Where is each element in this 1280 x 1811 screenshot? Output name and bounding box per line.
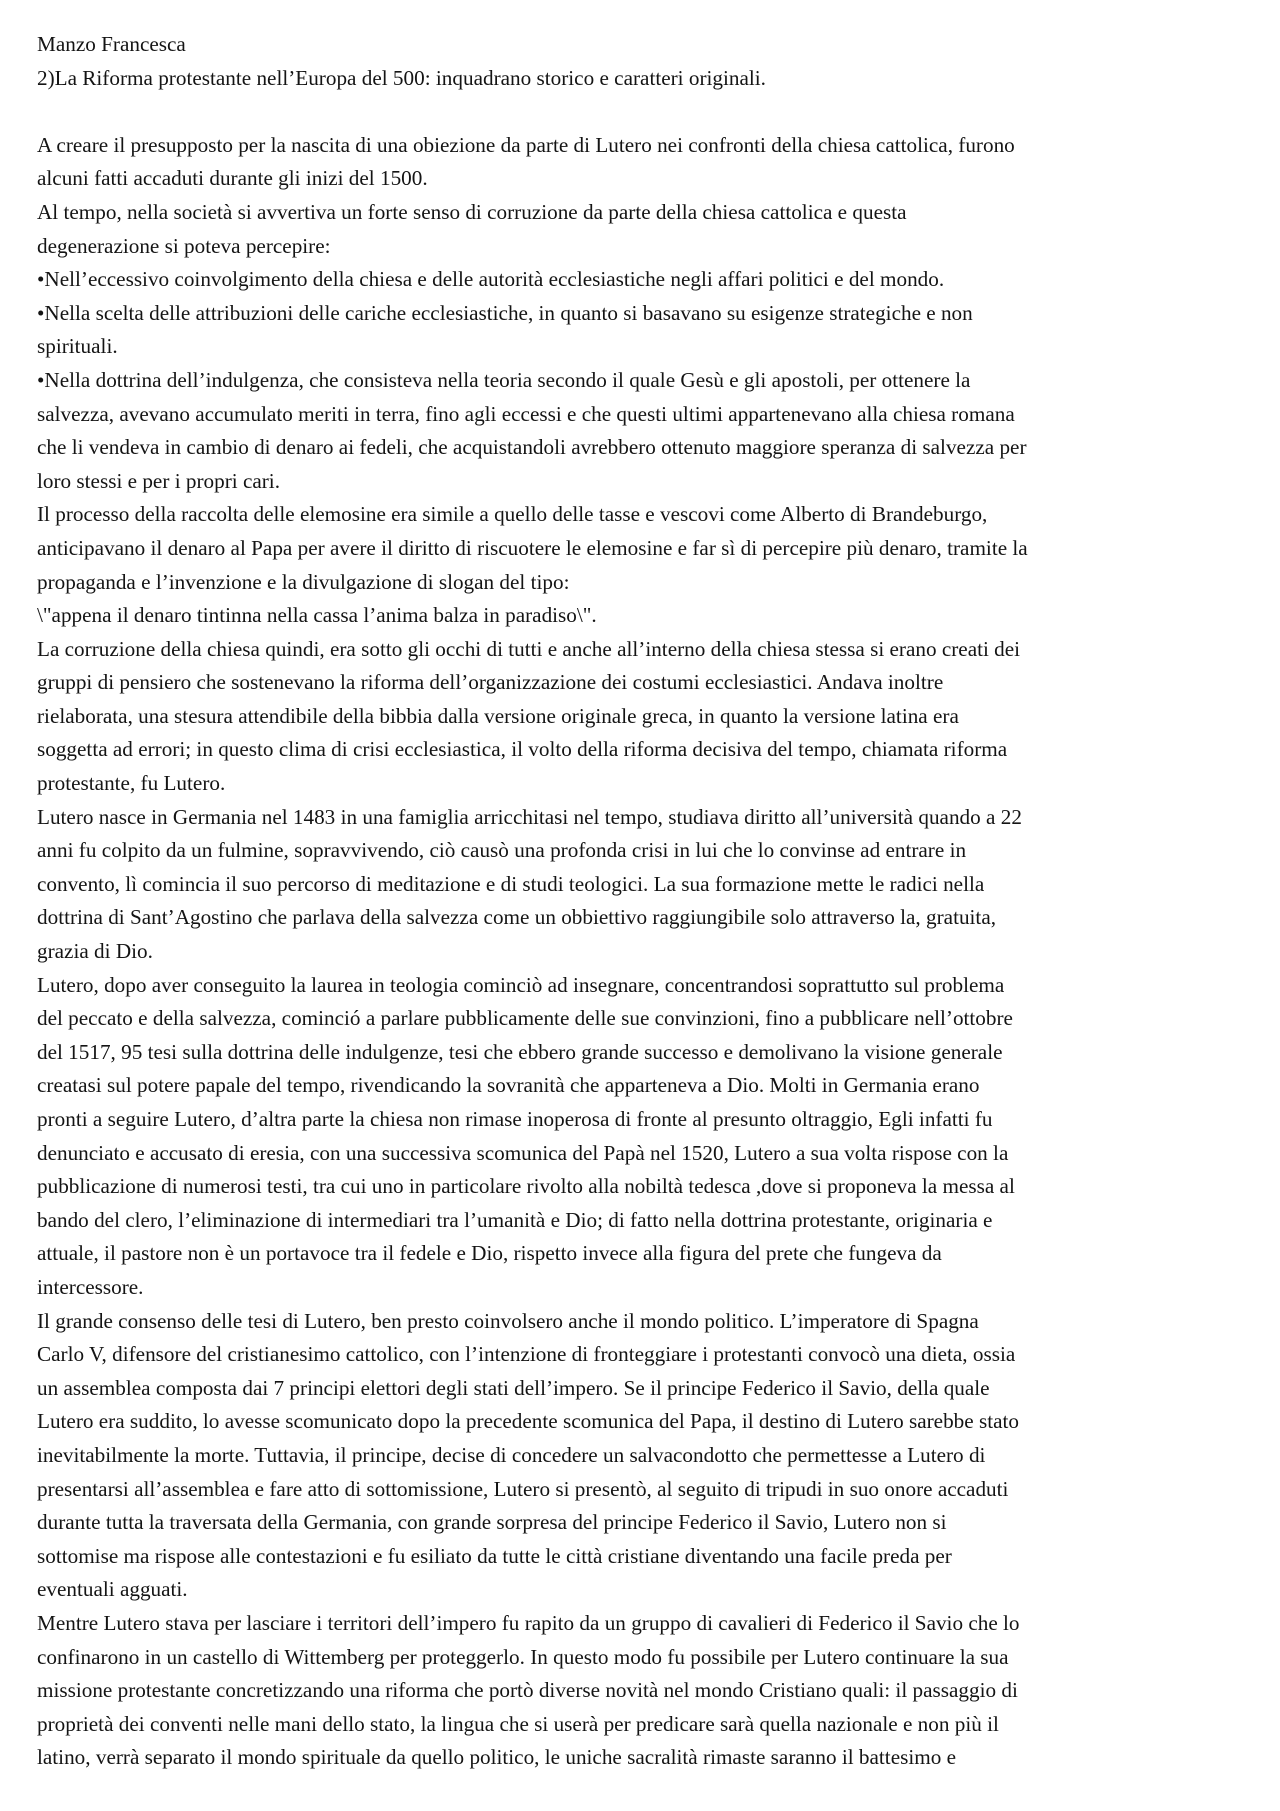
body-line: Lutero nasce in Germania nel 1483 in una famiglia arricchitasi nel tempo, studiava diritto all’università quando a 22	[37, 804, 1022, 829]
body-text	[37, 129, 1252, 1775]
body-line: salvezza, avevano accumulato meriti in terra, fino agli eccessi e che questi ultimi appartenevano alla chiesa romana	[37, 401, 1015, 426]
body-line: creatasi sul potere papale del tempo, rivendicando la sovranità che apparteneva a Dio. Molti in Germania erano	[37, 1073, 980, 1098]
body-line: alcuni fatti accaduti durante gli inizi del 1500.	[37, 166, 428, 191]
document-page	[37, 28, 1252, 1775]
body-line: confinarono in un castello di Wittemberg per proteggerlo. In questo modo fu possibile per Lutero continuare la sua	[37, 1644, 1009, 1669]
body-line: convento, lì comincia il suo percorso di meditazione e di studi teologici. La sua formazione mette le radici nella	[37, 871, 985, 896]
body-line: •Nella scelta delle attribuzioni delle cariche ecclesiastiche, in quanto si basavano su esigenze strategiche e non	[37, 300, 973, 325]
body-line: inevitabilmente la morte. Tuttavia, il principe, decise di concedere un salvacondotto che permettesse a Lutero di	[37, 1442, 986, 1467]
body-line: proprietà dei conventi nelle mani dello stato, la lingua che si userà per predicare sarà quella nazionale e non più il	[37, 1711, 999, 1736]
body-line: latino, verrà separato il mondo spirituale da quello politico, le uniche sacralità rimaste saranno il battesimo e	[37, 1745, 957, 1770]
body-line: presentarsi all’assemblea e fare atto di sottomissione, Lutero si presentò, al seguito di tripudi in suo onore accaduti	[37, 1476, 1009, 1501]
body-line: A creare il presupposto per la nascita di una obiezione da parte di Lutero nei confronti della chiesa cattolica, furono	[37, 132, 1015, 157]
body-line: rielaborata, una stesura attendibile della bibbia dalla versione originale greca, in quanto la versione latina era	[37, 703, 959, 728]
body-line: •Nell’eccessivo coinvolgimento della chiesa e delle autorità ecclesiastiche negli affari politici e del mondo.	[37, 267, 945, 292]
body-line: •Nella dottrina dell’indulgenza, che consisteva nella teoria secondo il quale Gesù e gli apostoli, per ottenere la	[37, 367, 971, 392]
body-line: La corruzione della chiesa quindi, era sotto gli occhi di tutti e anche all’interno della chiesa stessa si erano creati dei	[37, 636, 1021, 661]
body-line: propaganda e l’invenzione e la divulgazione di slogan del tipo:	[37, 569, 570, 594]
body-line: del 1517, 95 tesi sulla dottrina delle indulgenze, tesi che ebbero grande successo e demolivano la visione generale	[37, 1039, 1003, 1064]
essay-title: 2)La Riforma protestante nell’Europa del 500: inquadrano storico e caratteri originali.	[37, 65, 766, 90]
body-line: anticipavano il denaro al Papa per avere il diritto di riscuotere le elemosine e far sì di percepire più denaro, tramite la	[37, 535, 1028, 560]
body-line: Il grande consenso delle tesi di Lutero, ben presto coinvolsero anche il mondo politico. L’imperatore di Spagna	[37, 1308, 979, 1333]
body-line: \"appena il denaro tintinna nella cassa l’anima balza in paradiso\".	[37, 603, 597, 628]
body-line: missione protestante concretizzando una riforma che portò diverse novità nel mondo Cristiano quali: il passaggio di	[37, 1678, 1018, 1703]
body-line: soggetta ad errori; in questo clima di crisi ecclesiastica, il volto della riforma decisiva del tempo, chiamata riforma	[37, 737, 1008, 762]
body-line: che li vendeva in cambio di denaro ai fedeli, che acquistandoli avrebbero ottenuto maggiore speranza di salvezza per	[37, 435, 1027, 460]
body-line: un assemblea composta dai 7 principi elettori degli stati dell’impero. Se il principe Federico il Savio, della quale	[37, 1375, 990, 1400]
author-name: Manzo Francesca	[37, 32, 186, 56]
body-line: Carlo V, difensore del cristianesimo cattolico, con l’intenzione di fronteggiare i protestanti convocò una dieta, ossia	[37, 1342, 1016, 1367]
body-line: pronti a seguire Lutero, d’altra parte la chiesa non rimase inoperosa di fronte al presunto oltraggio, Egli infatti fu	[37, 1107, 993, 1131]
body-line: Il processo della raccolta delle elemosine era simile a quello delle tasse e vescovi come Alberto di Brandeburgo,	[37, 502, 988, 527]
body-line: attuale, il pastore non è un portavoce tra il fedele e Dio, rispetto invece alla figura del prete che fungeva da	[37, 1241, 942, 1266]
body-line: Al tempo, nella società si avvertiva un forte senso di corruzione da parte della chiesa cattolica e questa	[37, 199, 907, 224]
body-line: bando del clero, l’eliminazione di intermediari tra l’umanità e Dio; di fatto nella dottrina protestante, originaria e	[37, 1207, 993, 1232]
body-line: grazia di Dio.	[37, 939, 153, 964]
body-line: intercessore.	[37, 1274, 144, 1299]
body-line: dottrina di Sant’Agostino che parlava della salvezza come un obbiettivo raggiungibile solo attraverso la, gratuita,	[37, 905, 997, 930]
body-line: sottomise ma rispose alle contestazioni e fu esiliato da tutte le città cristiane diventando una facile preda per	[37, 1543, 952, 1568]
body-line: Lutero era suddito, lo avesse scomunicato dopo la precedente scomunica del Papa, il destino di Lutero sarebbe stato	[37, 1409, 1019, 1434]
body-line: gruppi di pensiero che sostenevano la riforma dell’organizzazione dei costumi ecclesiastici. Andava inoltre	[37, 670, 944, 695]
body-line: protestante, fu Lutero.	[37, 771, 226, 796]
body-line: del peccato e della salvezza, cominció a parlare pubblicamente delle sue convinzioni, fino a pubblicare nell’ottobre	[37, 1006, 1013, 1031]
body-line: denunciato e accusato di eresia, con una successiva scomunica del Papà nel 1520, Lutero a sua volta rispose con la	[37, 1140, 1009, 1165]
body-line: Lutero, dopo aver conseguito la laurea in teologia cominciò ad insegnare, concentrandosi soprattutto sul problema	[37, 972, 1005, 997]
body-line: spirituali.	[37, 334, 118, 359]
body-line: eventuali agguati.	[37, 1577, 188, 1602]
body-line: durante tutta la traversata della Germania, con grande sorpresa del principe Federico il Savio, Lutero non si	[37, 1510, 947, 1535]
blank-line	[37, 95, 1252, 129]
body-line: pubblicazione di numerosi testi, tra cui uno in particolare rivolto alla nobiltà tedesca ,dove si proponeva la messa al	[37, 1174, 1015, 1199]
body-line: Mentre Lutero stava per lasciare i territori dell’impero fu rapito da un gruppo di cavalieri di Federico il Savio che lo	[37, 1610, 1020, 1635]
body-line: anni fu colpito da un fulmine, sopravvivendo, ciò causò una profonda crisi in lui che lo convinse ad entrare in	[37, 838, 967, 863]
body-line: loro stessi e per i propri cari.	[37, 468, 280, 493]
body-line: degenerazione si poteva percepire:	[37, 233, 331, 258]
